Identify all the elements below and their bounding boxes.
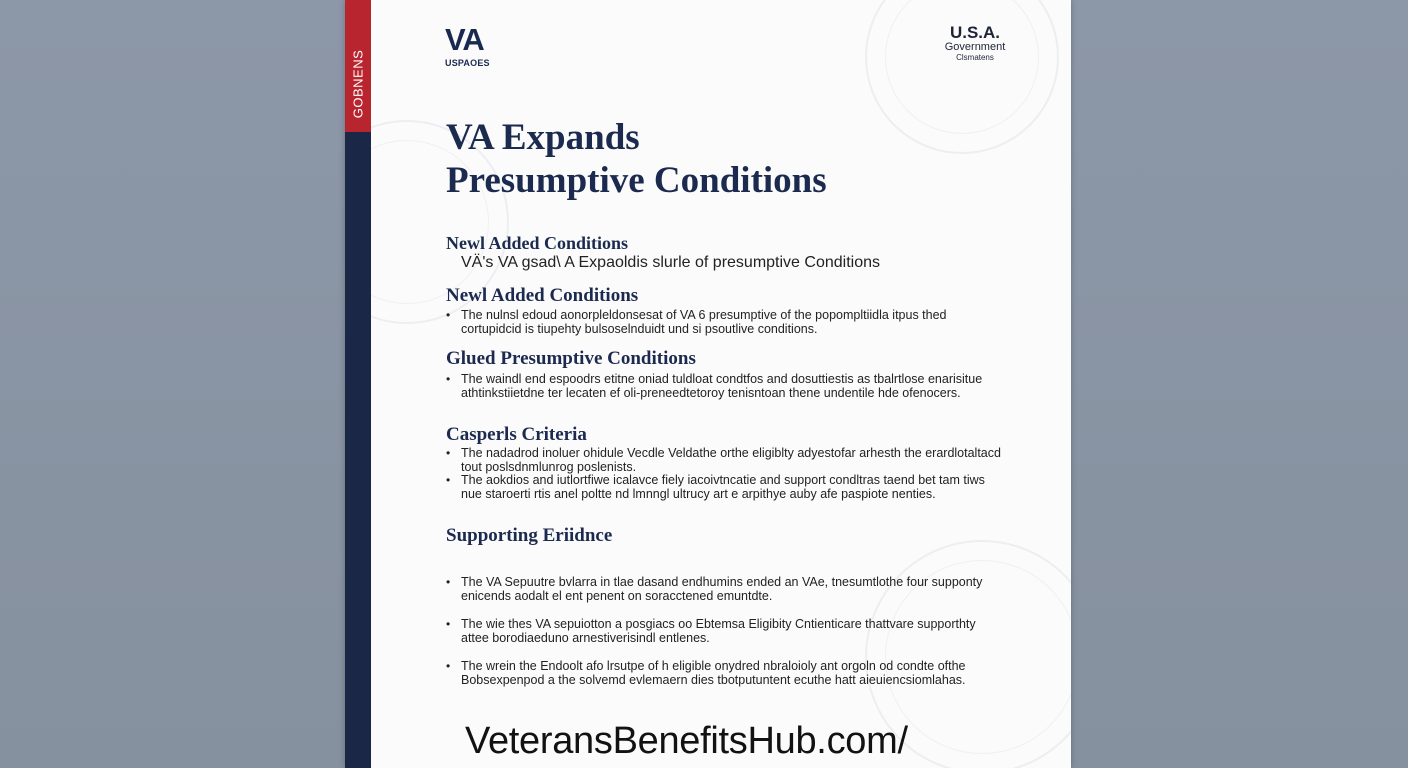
usa-logo-line1: U.S.A. [949, 23, 1001, 42]
bullet-dot: • [446, 575, 451, 589]
usa-logo-line3: Clsmatens [956, 53, 994, 62]
usa-logo-line2: Government [944, 41, 1006, 53]
page-title [446, 116, 827, 202]
list-item [446, 373, 1006, 400]
va-logo-subtitle: USPAOES [445, 58, 490, 68]
list-item-text: The VA Sepuutre bvlarra in tlae dasand endhumins ended an VAe, tnesumtlothe four supponty enicends aodalt el ent penent on soracctened emuntdte. [461, 575, 983, 603]
spine-label: GOBNENS [350, 49, 366, 119]
section-heading-2: Newl Added Conditions [446, 285, 639, 306]
list-item-text: The waindl end espoodrs etitne oniad tuldloat condtfos and dosuttiestis as tbalrtlose enarisitue athtinkstiietdne ter lecaten ef oli-preneedtetoroy tenisntoan thene undentile hde ofenocers. [461, 372, 983, 400]
va-logo [445, 24, 490, 68]
list-item [446, 576, 1006, 603]
list-item-text: The wie thes VA sepuiotton a posgiacs oo Ebtemsa Eligibity Cntienticare thattvare supporthty attee borodiaeduno arnestiverisindl entlenes. [461, 617, 976, 645]
list-item [446, 660, 1006, 687]
bullet-dot: • [446, 308, 451, 322]
list-item [446, 447, 1006, 474]
list-item [446, 618, 1006, 645]
document-page [345, 0, 1071, 768]
usa-government-logo [935, 24, 1015, 63]
bullet-dot: • [446, 372, 451, 386]
bullet-dot: • [446, 659, 451, 673]
section-heading-1: Newl Added Conditions [446, 233, 629, 253]
section-heading-5: Supporting Eriidnce [446, 525, 613, 546]
list-item-text: The wrein the Endoolt afo lrsutpe of h eligible onydred nbraloioly ant orgoln od condte ofthe Bobsexpenpod a the solvemd evlemaern dies tbotputuntent ecuthe hatt aieuiencsiomlahas. [461, 659, 966, 687]
list-item-text: The aokdios and iutlortfiwe icalavce fiely iacoivtncatie and support condltras taend bet tam tiws nue staroerti rtis anel poltte nd lmnngl ultrucy art e arpithye auby afe paspiote nenties. [461, 473, 985, 501]
section-heading-3: Glued Presumptive Conditions [446, 348, 696, 369]
footer-url: VeteransBenefitsHub.com/ [465, 720, 908, 762]
bullet-dot: • [446, 617, 451, 631]
va-logo-mark: VA [445, 22, 484, 57]
list-item-text: The nulnsl edoud aonorpleldonsesat of VA 6 presumptive of the popompltiidla itpus thed cortupidcid is tiupehty bulsoselnduidt und si psoutlive conditions. [461, 308, 947, 336]
section-heading-4: Casperls Criteria [446, 424, 587, 445]
section-1-subline: VÄ's VA gsad\ A Expaoldis slurle of presumptive Conditions [461, 254, 880, 271]
list-item-text: The nadadrod inoluer ohidule Vecdle Veldathe orthe eligiblty adyestofar arhesth the erardlotaltacd tout poslsdnmlunrog poslenists. [461, 446, 1001, 474]
title-line-2: Presumptive Conditions [446, 160, 827, 201]
bullet-dot: • [446, 473, 451, 487]
title-line-1: VA Expands [446, 117, 640, 158]
list-item [446, 474, 1006, 501]
bullet-dot: • [446, 446, 451, 460]
list-item [446, 309, 1006, 336]
